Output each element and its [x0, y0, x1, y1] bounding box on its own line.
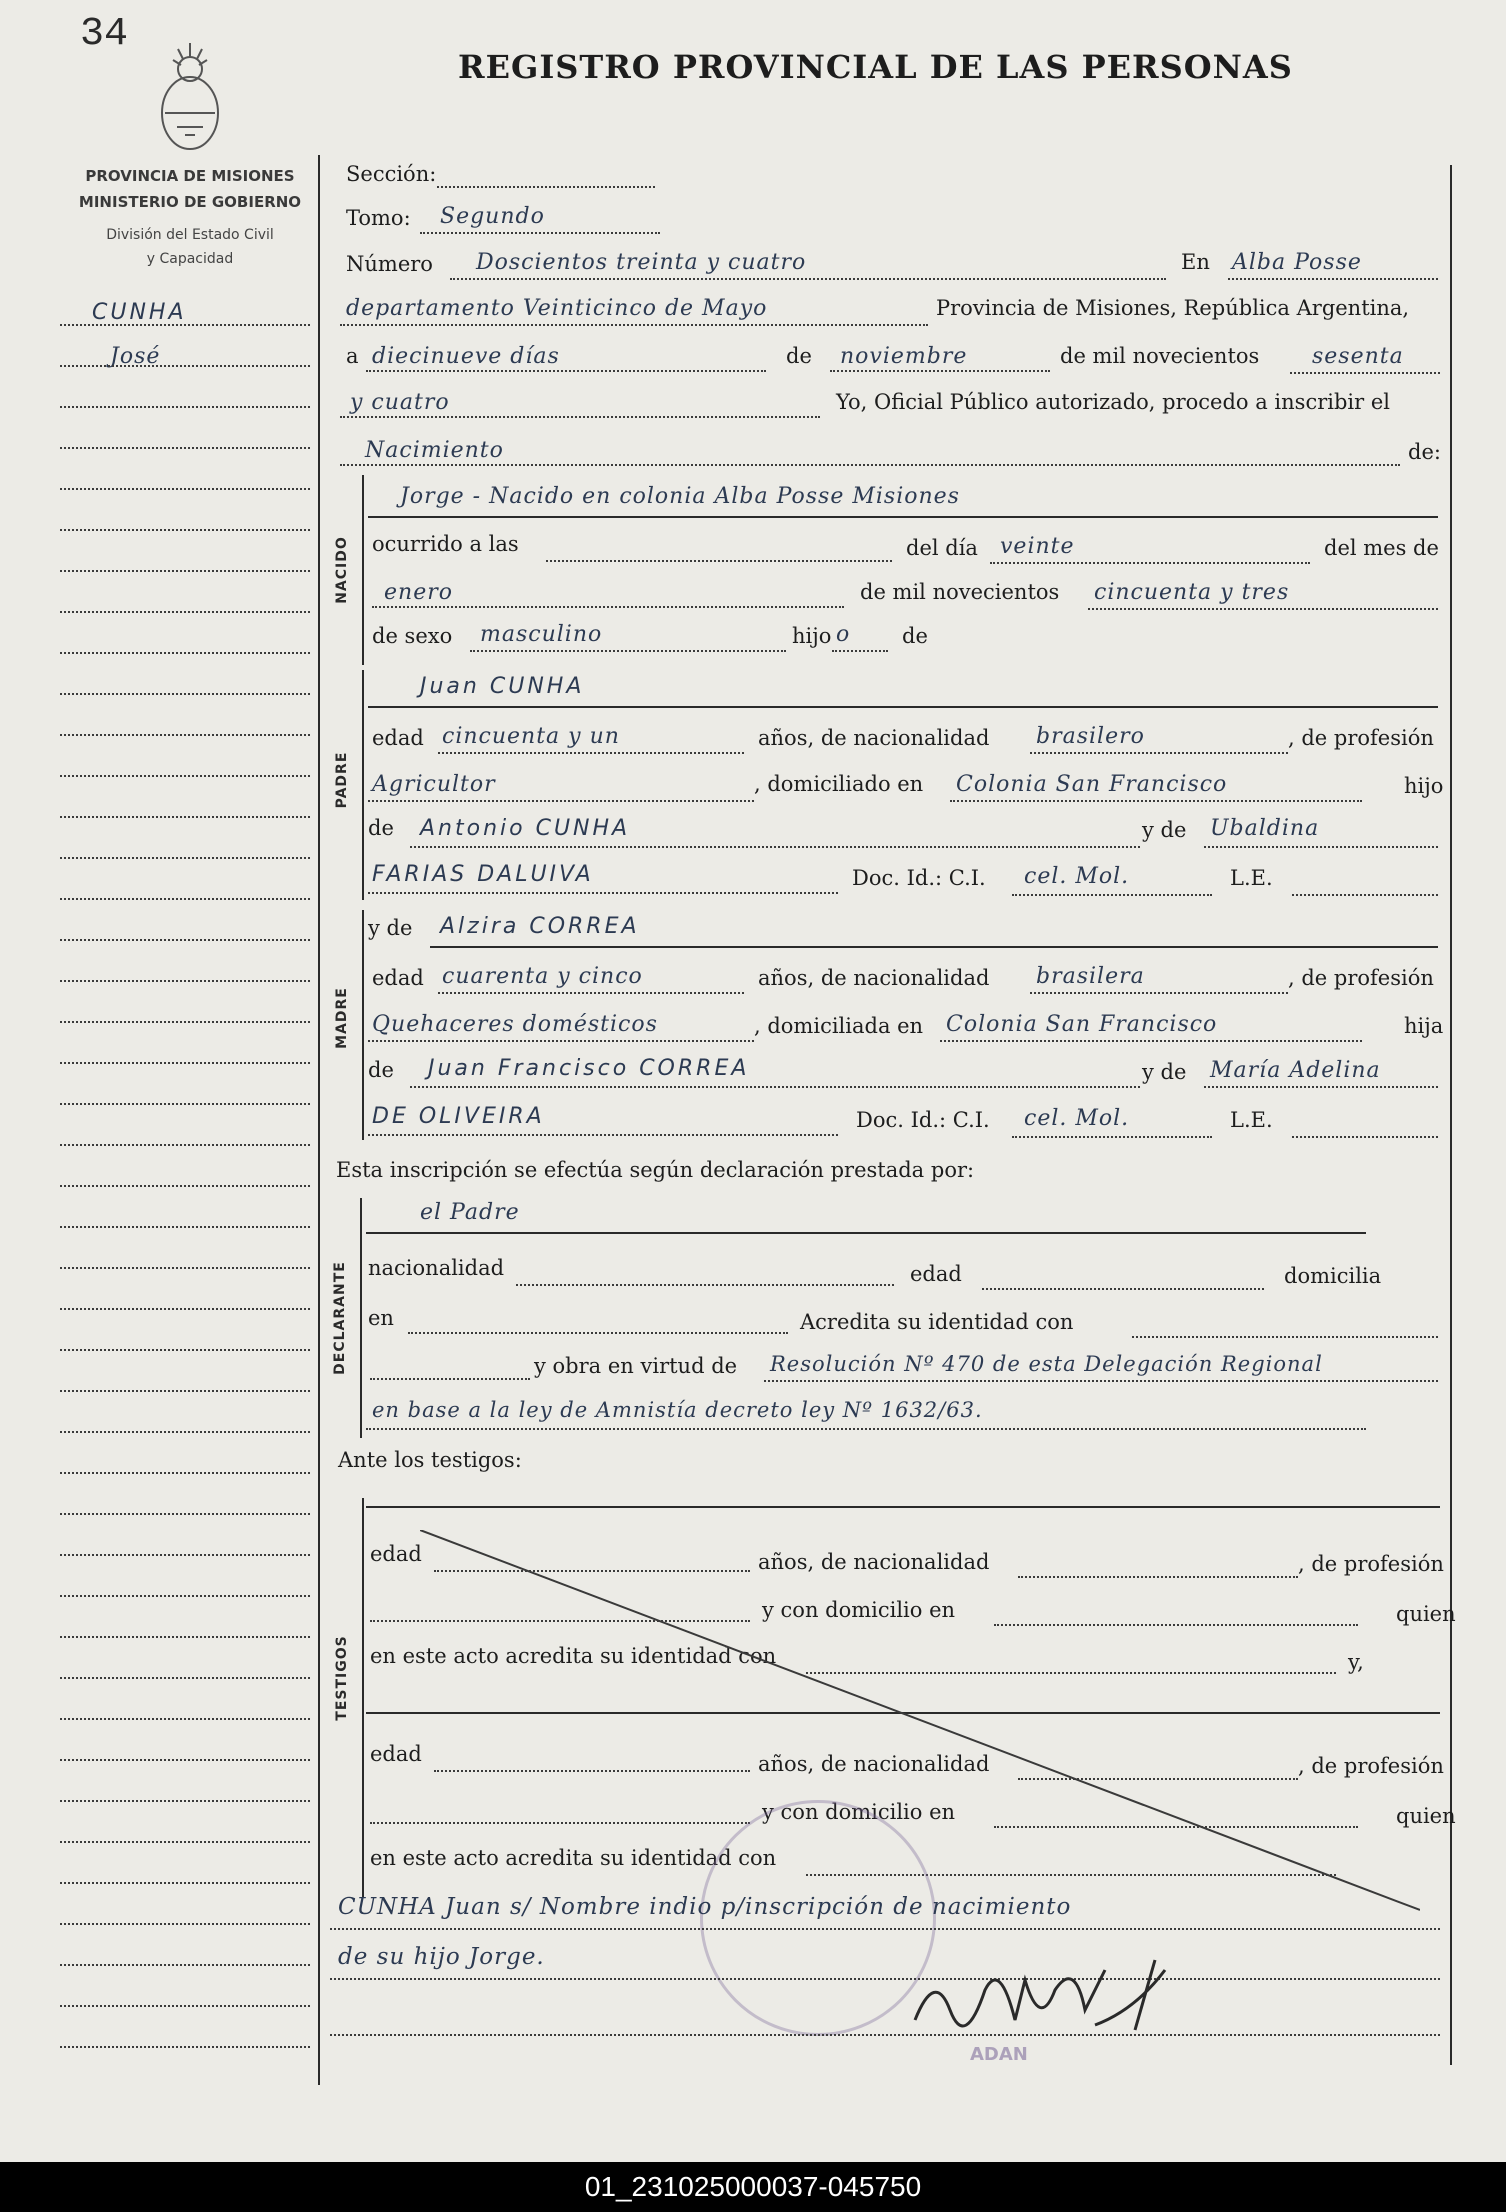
madre-madre-field: [1204, 1086, 1438, 1088]
seccion-label: Sección:: [346, 162, 437, 186]
sexo-value: masculino: [480, 622, 603, 647]
declarante-en-label: en: [368, 1306, 394, 1330]
padre-hijo-de-field: [410, 846, 1140, 848]
margin-rule-line: [60, 1062, 310, 1064]
testigo2-acto-label: en este acto acredita su identidad con: [370, 1846, 777, 1870]
padre-dom-value: Colonia San Francisco: [956, 772, 1228, 797]
madre-ci-field: [1012, 1136, 1212, 1138]
header-division: División del Estado Civil: [106, 227, 274, 243]
madre-dom-field: [940, 1040, 1362, 1042]
madre-doc-label: Doc. Id.: C.I.: [856, 1108, 990, 1132]
padre-dom-label: , domiciliado en: [754, 772, 924, 796]
padre-side-label: PADRE: [334, 751, 350, 809]
declarante-en-field: [408, 1332, 788, 1334]
padre-nac-value: brasilero: [1036, 724, 1145, 749]
de-colon-label: de:: [1408, 440, 1441, 464]
margin-rule-line: [60, 1677, 310, 1679]
coat-of-arms-icon: [155, 35, 225, 155]
madre-nac-label: años, de nacionalidad: [758, 966, 990, 990]
anio-nac-field: [1088, 608, 1438, 610]
padre-nac-label: años, de nacionalidad: [758, 726, 990, 750]
margin-rule-line: [60, 1472, 310, 1474]
madre-nac-field: [1030, 992, 1288, 994]
anio-value-a: sesenta: [1312, 344, 1404, 369]
declarante-bracket: [360, 1198, 362, 1438]
madre-hija-de-field: [410, 1086, 1140, 1088]
madre-madre2-field: [368, 1134, 838, 1136]
margin-rule-line: [60, 1554, 310, 1556]
a-label: a: [346, 344, 359, 368]
margin-rule-line: [60, 693, 310, 695]
anio-value-b: y cuatro: [350, 390, 450, 415]
hijo-sufijo-field: [832, 650, 888, 652]
acto-value: Nacimiento: [365, 438, 504, 463]
declarante-edad-field: [982, 1288, 1264, 1290]
testigo1-dom-label: y con domicilio en: [762, 1598, 956, 1622]
acto-field: [340, 464, 1400, 466]
madre-dom-value: Colonia San Francisco: [946, 1012, 1218, 1037]
margin-rule-line: [60, 529, 310, 531]
ocurrido-label: ocurrido a las: [372, 532, 519, 556]
madre-hija-label: hija: [1404, 1014, 1444, 1038]
margin-rule-line: [60, 1431, 310, 1433]
margin-rule-line: [60, 611, 310, 613]
dia-nac-field: [990, 562, 1310, 564]
obra-virtud-field: [764, 1380, 1438, 1382]
en-label: En: [1181, 250, 1210, 274]
right-border: [1450, 165, 1452, 2065]
mil-novecientos-label: de mil novecientos: [1060, 344, 1260, 368]
obra-virtud-value: Resolución Nº 470 de esta Delegación Regional: [770, 1352, 1323, 1376]
signature: [905, 1950, 1225, 2050]
margin-rule-line: [60, 447, 310, 449]
anio-nac-value: cincuenta y tres: [1094, 580, 1290, 605]
tomo-value: Segundo: [440, 204, 545, 229]
declarante-nac-field: [516, 1284, 894, 1286]
margin-rule-line: [60, 857, 310, 859]
mes-nac-field: [372, 606, 844, 608]
hijo-sufijo-value: o: [836, 622, 851, 647]
madre-ci-value: cel. Mol.: [1024, 1106, 1130, 1131]
padre-madre-value: Ubaldina: [1210, 816, 1320, 841]
madre-y-de-label-2: y de: [1142, 1060, 1187, 1084]
margin-rule-line: [60, 1021, 310, 1023]
mes-field: [830, 370, 1050, 372]
margin-rule-line: [60, 898, 310, 900]
margin-rule-line: [60, 1718, 310, 1720]
margin-rule-line: [60, 1800, 310, 1802]
anio-field-a: [1290, 372, 1440, 374]
padre-bracket: [362, 670, 364, 900]
padre-edad-field: [438, 752, 744, 754]
margin-rule-line: [60, 488, 310, 490]
testigo2-prof-label: , de profesión: [1298, 1754, 1444, 1778]
page-number: 34: [80, 12, 129, 57]
madre-prof-value: Quehaceres domésticos: [372, 1012, 658, 1037]
testigo1-prof-label: , de profesión: [1298, 1552, 1444, 1576]
testigo2-dom-label: y con domicilio en: [762, 1800, 956, 1824]
margin-rule-line: [60, 1185, 310, 1187]
declarante-nac-label: nacionalidad: [368, 1256, 505, 1280]
madre-edad-label: edad: [372, 966, 424, 990]
padre-y-de-label: y de: [1142, 818, 1187, 842]
declarante-value: el Padre: [420, 1200, 520, 1225]
testigo1-edad-label: edad: [370, 1542, 422, 1566]
seccion-field: [437, 186, 655, 188]
margin-rule-line: [60, 1103, 310, 1105]
dia-value: diecinueve días: [372, 344, 560, 369]
testigos-bracket: [362, 1498, 364, 1898]
de-mil-label: de mil novecientos: [860, 580, 1060, 604]
padre-le-label: L.E.: [1230, 866, 1273, 890]
sexo-label: de sexo: [372, 624, 453, 648]
padre-doc-label: Doc. Id.: C.I.: [852, 866, 986, 890]
margin-rule-line: [60, 1923, 310, 1925]
padre-nombre-field: [368, 706, 1438, 708]
departamento-field: [340, 324, 928, 326]
mes-value: noviembre: [840, 344, 968, 369]
declarante-domicilia-label: domicilia: [1284, 1264, 1382, 1288]
testigo1-quien-label: quien: [1396, 1602, 1456, 1626]
declarante-field: [366, 1232, 1366, 1234]
margin-divider: [318, 155, 320, 2085]
margin-rule-line: [60, 1636, 310, 1638]
margin-rule-line: [60, 2005, 310, 2007]
margin-surname: CUNHA: [92, 300, 187, 325]
margin-rule-line: [60, 1390, 310, 1392]
padre-edad-label: edad: [372, 726, 424, 750]
numero-value: Doscientos treinta y cuatro: [476, 250, 807, 275]
padre-madre-field: [1204, 846, 1438, 848]
margin-rule-line: [60, 939, 310, 941]
testigo1-name-field: [366, 1506, 1440, 1508]
dia-field: [366, 370, 766, 372]
margin-rule-line: [60, 980, 310, 982]
margin-rule-line: [60, 1964, 310, 1966]
madre-edad-field: [438, 992, 744, 994]
de-label-2: de: [902, 624, 928, 648]
testigo2-nac-label: años, de nacionalidad: [758, 1752, 990, 1776]
header-province: PROVINCIA DE MISIONES: [85, 167, 295, 185]
margin-rule-line: [60, 1841, 310, 1843]
en-field: [1228, 278, 1438, 280]
margin-rule-line: [60, 1759, 310, 1761]
madre-prof-label: , de profesión: [1288, 966, 1434, 990]
y-obra-label: y obra en virtud de: [534, 1354, 738, 1378]
numero-label: Número: [346, 252, 433, 276]
nota-field-1: [330, 1928, 1440, 1930]
provincia-label: Provincia de Misiones, República Argentina,: [936, 296, 1410, 320]
margin-rule-line: [60, 1349, 310, 1351]
padre-nac-field: [1030, 752, 1288, 754]
madre-side-label: MADRE: [334, 987, 350, 1049]
margin-rule-line: [60, 1144, 310, 1146]
madre-nac-value: brasilera: [1036, 964, 1145, 989]
anio-field-b: [340, 416, 820, 418]
testigo1-nac-label: años, de nacionalidad: [758, 1550, 990, 1574]
margin-rule-line: [60, 1513, 310, 1515]
margin-rule-line: [60, 1882, 310, 1884]
margin-rule-line: [60, 775, 310, 777]
padre-prof-value: Agricultor: [372, 772, 496, 797]
margin-rule-line: [60, 406, 310, 408]
departamento-value: departamento Veinticinco de Mayo: [346, 296, 768, 321]
nombre-nacido-field: [368, 516, 1438, 518]
stamp-text: ADAN: [970, 2044, 1028, 2065]
ante-testigos-label: Ante los testigos:: [338, 1448, 522, 1472]
hijo-label: hijo: [792, 624, 832, 648]
del-dia-label: del día: [906, 536, 978, 560]
madre-nombre-field: [430, 946, 1438, 948]
madre-bracket: [362, 910, 364, 1140]
declarante-acredita-label: Acredita su identidad con: [800, 1310, 1074, 1334]
madre-le-field: [1292, 1136, 1438, 1138]
nota-line-2: de su hijo Jorge.: [338, 1944, 545, 1970]
declarante-acredita-field: [1132, 1336, 1438, 1338]
madre-hija-de-value: Juan Francisco CORREA: [428, 1056, 750, 1081]
testigo2-quien-label: quien: [1396, 1804, 1456, 1828]
de-label-1: de: [786, 344, 812, 368]
hora-field: [546, 560, 892, 562]
testigo2-edad-label: edad: [370, 1742, 422, 1766]
margin-rule-line: [60, 1308, 310, 1310]
header-capacity: y Capacidad: [146, 251, 234, 267]
padre-prof-field: [368, 800, 754, 802]
madre-madre2-value: DE OLIVEIRA: [372, 1104, 545, 1129]
madre-de-label: de: [368, 1058, 394, 1082]
madre-prof-field: [368, 1040, 754, 1042]
del-mes-label: del mes de: [1324, 536, 1439, 560]
padre-dom-field: [950, 800, 1362, 802]
padre-ci-value: cel. Mol.: [1024, 864, 1130, 889]
padre-ci-field: [1012, 894, 1212, 896]
margin-rule-line: [60, 652, 310, 654]
nacido-side-label: NACIDO: [334, 536, 350, 604]
margin-rule-line: [60, 365, 310, 367]
madre-nombre-value: Alzira CORREA: [440, 914, 640, 939]
madre-madre-value: María Adelina: [1210, 1058, 1381, 1083]
madre-edad-value: cuarenta y cinco: [442, 964, 643, 989]
tomo-label: Tomo:: [346, 206, 411, 230]
padre-prof-label: , de profesión: [1288, 726, 1434, 750]
header-ministry: MINISTERIO DE GOBIERNO: [78, 193, 302, 211]
padre-hijo-de-value: Antonio CUNHA: [420, 816, 631, 841]
declaracion-label: Esta inscripción se efectúa según declaración prestada por:: [336, 1158, 975, 1182]
margin-rule-line: [60, 734, 310, 736]
padre-hijo-label: hijo: [1404, 774, 1444, 798]
padre-nombre-value: Juan CUNHA: [420, 674, 585, 699]
obra-virtud2-value: en base a la ley de Amnistía decreto ley Nº 1632/63.: [372, 1398, 983, 1422]
padre-edad-value: cincuenta y un: [442, 724, 620, 749]
nota-field-3: [330, 2034, 1440, 2036]
padre-de-label: de: [368, 816, 394, 840]
en-value: Alba Posse: [1232, 250, 1362, 275]
testigo1-y-label: y,: [1348, 1650, 1364, 1674]
madre-y-de-label: y de: [368, 916, 413, 940]
margin-rule-line: [60, 1595, 310, 1597]
footer-bar: [0, 2162, 1506, 2212]
madre-le-label: L.E.: [1230, 1108, 1273, 1132]
margin-given-name: José: [110, 344, 161, 369]
declarante-edad-label: edad: [910, 1262, 962, 1286]
madre-dom-label: , domiciliada en: [754, 1014, 924, 1038]
nota-line-1: CUNHA Juan s/ Nombre indio p/inscripción de nacimiento: [338, 1894, 1072, 1920]
margin-rule-line: [60, 324, 310, 326]
margin-rule-line: [60, 1267, 310, 1269]
testigo1-acto-label: en este acto acredita su identidad con: [370, 1644, 777, 1668]
padre-le-field: [1292, 894, 1438, 896]
sexo-field: [470, 650, 786, 652]
nacido-bracket: [362, 475, 364, 665]
margin-rule-line: [60, 816, 310, 818]
declarante-side-label: DECLARANTE: [332, 1261, 348, 1375]
obra-virtud2-field: [366, 1428, 1366, 1430]
document-title: REGISTRO PROVINCIAL DE LAS PERSONAS: [458, 48, 1293, 86]
mes-nac-value: enero: [384, 580, 453, 605]
testigos-side-label: TESTIGOS: [334, 1635, 350, 1721]
padre-madre2-field: [368, 892, 838, 894]
numero-field: [450, 278, 1166, 280]
margin-rule-line: [60, 1226, 310, 1228]
footer-id: 01_231025000037-045750: [584, 2171, 922, 2202]
nombre-nacido-value: Jorge - Nacido en colonia Alba Posse Misiones: [400, 484, 960, 509]
nota-field-2: [330, 1978, 1440, 1980]
declarante-blank-field: [370, 1378, 530, 1380]
padre-madre2-value: FARIAS DALUIVA: [372, 862, 594, 887]
tomo-field: [420, 232, 660, 234]
margin-rule-line: [60, 2046, 310, 2048]
margin-rule-line: [60, 570, 310, 572]
yo-oficial-label: Yo, Oficial Público autorizado, procedo a inscribir el: [836, 390, 1390, 414]
dia-nac-value: veinte: [1000, 534, 1075, 559]
